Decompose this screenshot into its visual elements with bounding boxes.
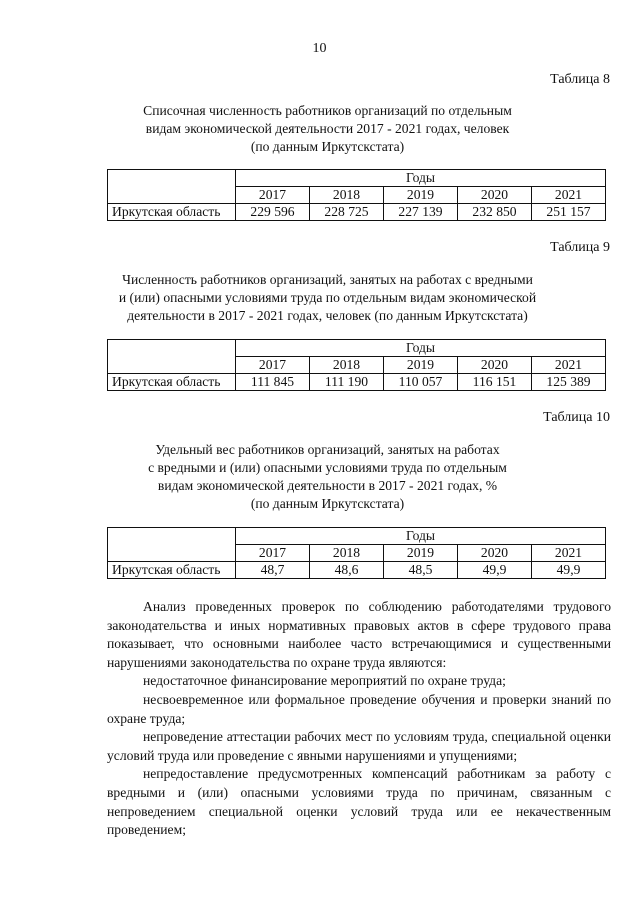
caption-line: и (или) опасными условиями труда по отдельным видам экономической — [118, 290, 537, 305]
value-cell: 111 845 — [236, 374, 310, 391]
value-cell: 110 057 — [384, 374, 458, 391]
year-header: 2021 — [532, 545, 606, 562]
table-row — [108, 562, 606, 579]
caption-line: Численность работников организаций, занятых на работах с вредными — [122, 272, 533, 287]
table-8-caption — [90, 102, 565, 156]
caption-line: деятельности в 2017 - 2021 годах, человек (по данным Иркутскстата) — [127, 308, 528, 323]
year-header: 2019 — [384, 545, 458, 562]
caption-line: с вредными и (или) опасными условиями труда по отдельным — [148, 460, 507, 475]
year-header: 2020 — [458, 357, 532, 374]
caption-line: (по данным Иркутскстата) — [250, 496, 405, 511]
table-9 — [107, 339, 606, 391]
body-text — [107, 598, 611, 840]
caption-line: (по данным Иркутскстата) — [250, 139, 405, 154]
value-cell: 48,5 — [384, 562, 458, 579]
year-header: 2018 — [310, 187, 384, 204]
caption-line: видам экономической деятельности 2017 - 2021 годах, человек — [145, 121, 510, 136]
region-cell: Иркутская область — [108, 562, 236, 579]
table-10-caption — [90, 441, 565, 513]
value-cell: 125 389 — [532, 374, 606, 391]
paragraph: непредоставление предусмотренных компенсаций работникам за работу с вредными и (или) опасными условиями труда по причинам, связанным с непроведением специальной оценки условий труда или ее некачественным проведением; — [107, 766, 611, 838]
paragraph: несвоевременное или формальное проведение обучения и проверки знаний по охране труда; — [107, 691, 611, 726]
year-header: 2021 — [532, 357, 606, 374]
year-header: 2019 — [384, 187, 458, 204]
year-header: 2020 — [458, 545, 532, 562]
value-cell: 49,9 — [458, 562, 532, 579]
value-cell: 111 190 — [310, 374, 384, 391]
value-cell: 48,7 — [236, 562, 310, 579]
table-10 — [107, 527, 606, 579]
value-cell: 49,9 — [532, 562, 606, 579]
table-10-label: Таблица 10 — [543, 410, 610, 425]
year-header: 2020 — [458, 187, 532, 204]
caption-line: Удельный вес работников организаций, занятых на работах — [155, 442, 500, 457]
table-9-caption — [90, 271, 565, 325]
region-cell: Иркутская область — [108, 204, 236, 221]
value-cell: 48,6 — [310, 562, 384, 579]
year-header: 2018 — [310, 357, 384, 374]
paragraph: недостаточное финансирование мероприятий по охране труда; — [143, 673, 506, 689]
years-group-header: Годы — [236, 340, 606, 357]
empty-header-cell — [108, 528, 236, 562]
caption-line: видам экономической деятельности в 2017 - 2021 годах, % — [157, 478, 498, 493]
year-header: 2017 — [236, 187, 310, 204]
table-row — [108, 204, 606, 221]
years-group-header: Годы — [236, 528, 606, 545]
value-cell: 227 139 — [384, 204, 458, 221]
years-group-header: Годы — [236, 170, 606, 187]
empty-header-cell — [108, 170, 236, 204]
table-header-row — [108, 170, 606, 187]
year-header: 2017 — [236, 545, 310, 562]
value-cell: 229 596 — [236, 204, 310, 221]
table-header-row — [108, 340, 606, 357]
value-cell: 232 850 — [458, 204, 532, 221]
paragraph: непроведение аттестации рабочих мест по условиям труда, специальной оценки условий труда или проведение с явными нарушениями и упущениями; — [107, 729, 611, 763]
table-9-label: Таблица 9 — [550, 240, 610, 255]
table-8-label: Таблица 8 — [550, 72, 610, 87]
table-8 — [107, 169, 606, 221]
value-cell: 116 151 — [458, 374, 532, 391]
year-header: 2019 — [384, 357, 458, 374]
value-cell: 228 725 — [310, 204, 384, 221]
empty-header-cell — [108, 340, 236, 374]
paragraph: Анализ проведенных проверок по соблюдению работодателями трудового законодательства и иных нормативных правовых актов в сфере трудового права показывает, что основными наиболее часто встречающимися и существенными нарушениями законодательства по охране труда являются: — [107, 599, 611, 670]
year-header: 2018 — [310, 545, 384, 562]
table-row — [108, 374, 606, 391]
year-header: 2017 — [236, 357, 310, 374]
region-cell: Иркутская область — [108, 374, 236, 391]
year-header: 2021 — [532, 187, 606, 204]
value-cell: 251 157 — [532, 204, 606, 221]
caption-line: Списочная численность работников организаций по отдельным — [143, 103, 512, 118]
page-number: 10 — [312, 41, 327, 56]
table-header-row — [108, 528, 606, 545]
